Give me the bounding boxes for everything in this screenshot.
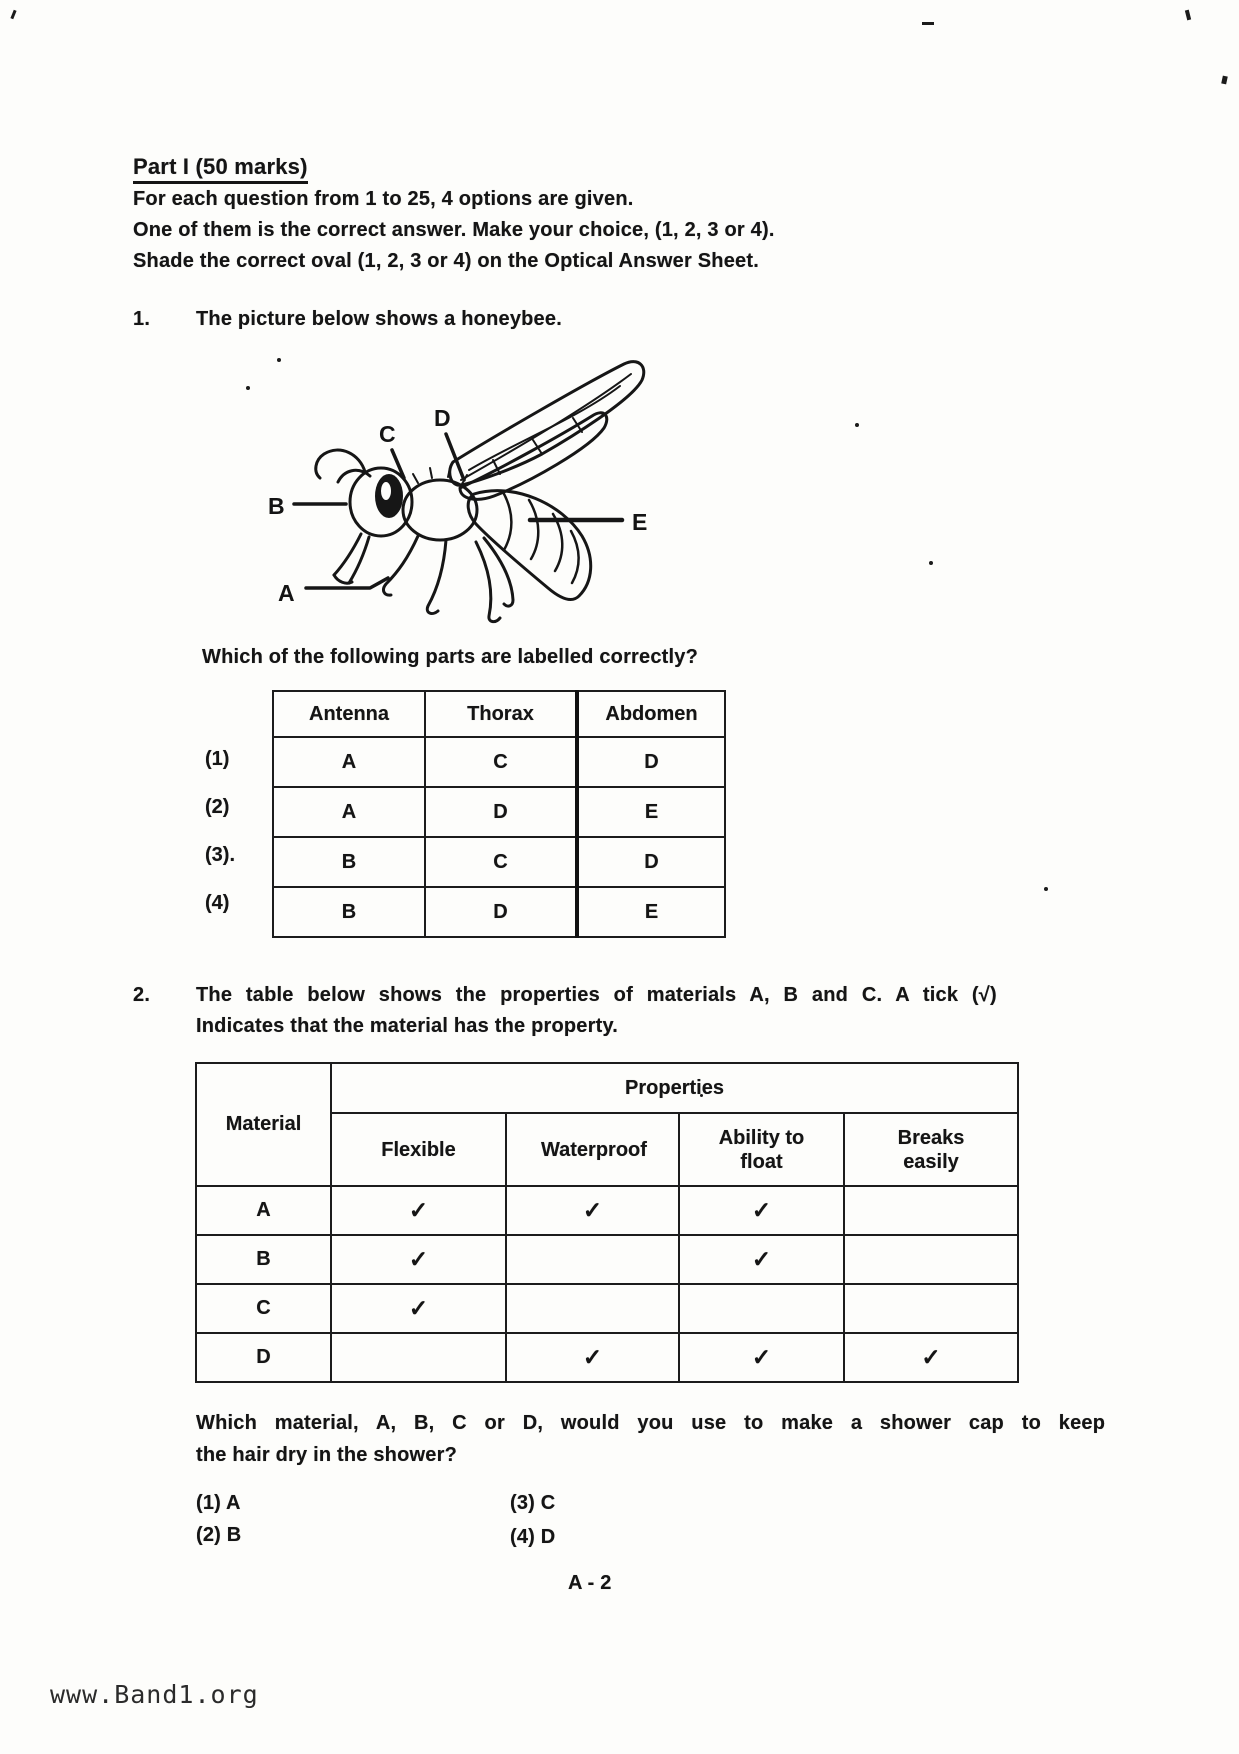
q2-properties-table [195, 1062, 1019, 1383]
q1-cell: D [577, 837, 725, 887]
q2-tick-cell: ✓ [679, 1333, 844, 1382]
instruction-line: One of them is the correct answer. Make your choice, (1, 2, 3 or 4). [133, 219, 775, 241]
q2-material-header: Material [196, 1063, 331, 1186]
q1-cell: E [577, 887, 725, 937]
q2-tick-cell [506, 1235, 679, 1284]
page-number: A - 2 [568, 1572, 612, 1594]
q2-tick-cell: ✓ [506, 1186, 679, 1235]
honeybee-drawing [248, 342, 668, 652]
q2-tick-cell: ✓ [679, 1235, 844, 1284]
q1-row-label: (1) [205, 748, 230, 770]
q1-prompt: The picture below shows a honeybee. [196, 308, 562, 330]
scan-speck [929, 561, 933, 565]
q2-tick-cell [331, 1333, 506, 1382]
q2-option-4: (4) D [510, 1526, 556, 1548]
q2-tick-cell: ✓ [331, 1235, 506, 1284]
q2-properties-header: Properties [331, 1063, 1018, 1113]
q2-number: 2. [133, 984, 151, 1006]
q1-cell: E [577, 787, 725, 837]
q2-material: C [196, 1284, 331, 1333]
q2-question-line: the hair dry in the shower? [196, 1444, 457, 1466]
q2-tick-cell: ✓ [506, 1333, 679, 1382]
q2-tick-cell: ✓ [331, 1186, 506, 1235]
q2-tick-cell: ✓ [844, 1333, 1018, 1382]
q1-cell: D [425, 787, 577, 837]
bee-label-c: C [379, 421, 396, 447]
q2-option-1: (1) A [196, 1492, 241, 1514]
q1-cell: C [425, 737, 577, 787]
q2-option-3: (3) C [510, 1492, 556, 1514]
q2-sub-header: Breaks easily [844, 1113, 1018, 1186]
q2-tick-cell: ✓ [331, 1284, 506, 1333]
q2-tick-cell: ✓ [679, 1186, 844, 1235]
q2-prompt-line: Indicates that the material has the property. [196, 1015, 619, 1037]
q1-cell: D [577, 737, 725, 787]
q1-cell: B [273, 887, 425, 937]
q1-row-label: (3). [205, 844, 235, 866]
q2-tick-cell [844, 1284, 1018, 1333]
instruction-line: For each question from 1 to 25, 4 options are given. [133, 188, 634, 210]
q1-row-label: (2) [205, 796, 230, 818]
q2-option-2: (2) B [196, 1524, 242, 1546]
q1-row-label: (4) [205, 892, 230, 914]
q1-col-header: Thorax [425, 691, 577, 737]
q1-cell: A [273, 787, 425, 837]
q2-tick-cell [844, 1186, 1018, 1235]
bee-label-e: E [632, 509, 648, 535]
q1-number: 1. [133, 308, 151, 330]
instruction-line: Shade the correct oval (1, 2, 3 or 4) on the Optical Answer Sheet. [133, 250, 759, 272]
q2-sub-header: Flexible [331, 1113, 506, 1186]
q2-tick-cell [679, 1284, 844, 1333]
scan-speck [855, 423, 859, 427]
scan-speck [10, 10, 16, 19]
bee-label-b: B [268, 493, 285, 519]
scan-speck [1044, 887, 1048, 891]
q2-tick-cell [844, 1235, 1018, 1284]
q2-material: D [196, 1333, 331, 1382]
q2-material: B [196, 1235, 331, 1284]
part-header: Part I (50 marks) [133, 154, 308, 184]
q2-prompt-line: The table below shows the properties of materials A, B and C. A tick (√) [196, 984, 997, 1006]
site-watermark: www.Band1.org [50, 1680, 259, 1709]
scan-speck [922, 22, 934, 25]
q1-cell: C [425, 837, 577, 887]
q2-question-line: Which material, A, B, C or D, would you use to make a shower cap to keep [196, 1412, 1106, 1434]
bee-label-d: D [434, 405, 451, 431]
honeybee-figure [248, 342, 668, 652]
scan-speck [1221, 76, 1228, 85]
q1-col-header: Abdomen [577, 691, 725, 737]
q1-question: Which of the following parts are labelled correctly? [202, 646, 699, 668]
scan-speck [1185, 10, 1191, 21]
q2-sub-header: Waterproof [506, 1113, 679, 1186]
q1-cell: A [273, 737, 425, 787]
q1-answer-table [272, 690, 726, 938]
q1-cell: B [273, 837, 425, 887]
q2-material: A [196, 1186, 331, 1235]
q2-tick-cell [506, 1284, 679, 1333]
bee-label-a: A [278, 580, 295, 606]
q2-sub-header: Ability to float [679, 1113, 844, 1186]
q1-col-header: Antenna [273, 691, 425, 737]
q1-cell: D [425, 887, 577, 937]
